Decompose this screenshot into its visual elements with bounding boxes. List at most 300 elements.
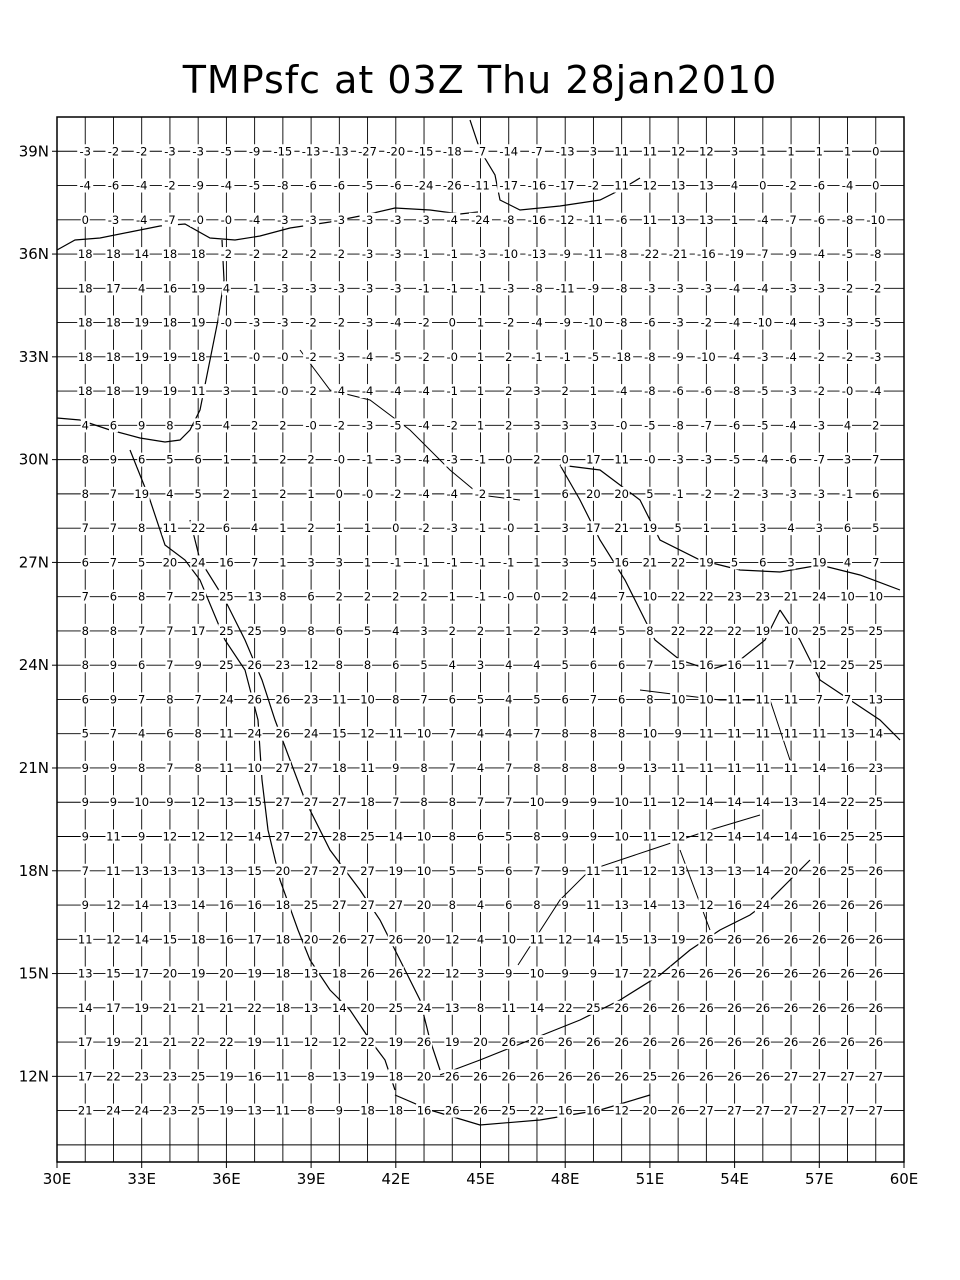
temperature-value: 3 <box>533 384 541 399</box>
temperature-value: -0 <box>277 349 289 364</box>
temperature-value: -4 <box>418 418 430 433</box>
temperature-value: 16 <box>614 555 629 570</box>
temperature-value: -21 <box>668 247 688 262</box>
temperature-value: 8 <box>646 623 654 638</box>
temperature-value: 13 <box>642 760 658 775</box>
temperature-value: -3 <box>757 486 769 501</box>
temperature-value: 13 <box>303 966 319 981</box>
temperature-value: 8 <box>279 589 287 604</box>
temperature-value: -1 <box>248 281 261 296</box>
temperature-value: 26 <box>614 1035 629 1050</box>
temperature-value: -6 <box>813 212 826 227</box>
coastline-levant <box>57 240 224 442</box>
temperature-value: -4 <box>333 384 346 399</box>
temperature-value: -3 <box>841 315 854 330</box>
temperature-value: 9 <box>109 452 118 467</box>
coastline-caspian <box>470 120 640 210</box>
temperature-value: 0 <box>561 452 569 467</box>
temperature-value: 12 <box>699 898 714 913</box>
temperature-value: 4 <box>476 932 485 947</box>
temperature-value: 9 <box>194 658 202 673</box>
temperature-value: -1 <box>418 247 430 262</box>
temperature-value: 5 <box>646 486 654 501</box>
temperature-value: 10 <box>416 726 432 741</box>
temperature-value: 25 <box>360 829 375 844</box>
temperature-value: 3 <box>533 418 541 433</box>
temperature-value: 22 <box>699 589 714 604</box>
temperature-value: 3 <box>476 966 485 981</box>
temperature-value: 3 <box>476 658 485 673</box>
temperature-value: 16 <box>219 898 234 913</box>
temperature-value: -1 <box>361 452 374 467</box>
temperature-value: 12 <box>360 726 375 741</box>
temperature-value: 1 <box>533 486 541 501</box>
temperature-value: -3 <box>446 452 459 467</box>
temperature-value: -4 <box>785 315 797 330</box>
temperature-value: -4 <box>79 178 91 193</box>
temperature-value: 4 <box>843 555 852 570</box>
temperature-value: 13 <box>134 863 150 878</box>
latitude-label: 27N <box>18 553 49 572</box>
temperature-value: -3 <box>333 281 346 296</box>
temperature-value: 3 <box>561 521 569 536</box>
temperature-value: 6 <box>194 452 202 467</box>
temperature-value: -3 <box>757 349 769 364</box>
temperature-value: 19 <box>134 349 150 364</box>
temperature-value: 26 <box>755 1035 771 1050</box>
temperature-value: 0 <box>533 589 541 604</box>
temperature-value: -0 <box>333 452 346 467</box>
temperature-value: 8 <box>166 692 174 707</box>
temperature-value: 5 <box>505 829 513 844</box>
temperature-value: 25 <box>868 658 884 673</box>
temperature-value: -2 <box>333 247 346 262</box>
temperature-value: 23 <box>727 589 742 604</box>
temperature-value: 3 <box>730 144 739 159</box>
temperature-value: 2 <box>476 623 485 638</box>
temperature-value: 27 <box>303 829 319 844</box>
temperature-value: -4 <box>135 178 148 193</box>
temperature-value: -3 <box>192 144 204 159</box>
temperature-value: 26 <box>501 1069 517 1084</box>
temperature-value: 7 <box>138 692 146 707</box>
temperature-value: 1 <box>533 555 541 570</box>
temperature-value: 7 <box>476 795 485 810</box>
temperature-value: -6 <box>333 178 346 193</box>
temperature-value: -5 <box>757 384 769 399</box>
temperature-value: 10 <box>134 795 150 810</box>
temperature-value: 10 <box>783 623 799 638</box>
temperature-value: 23 <box>275 658 291 673</box>
temperature-value: 2 <box>561 589 569 604</box>
temperature-value: -4 <box>446 212 459 227</box>
temperature-value: 20 <box>275 863 291 878</box>
temperature-value: 11 <box>275 1103 291 1118</box>
temperature-value: -3 <box>785 281 797 296</box>
temperature-values <box>77 144 887 1117</box>
temperature-value: -1 <box>474 589 487 604</box>
temperature-value: 5 <box>561 658 569 673</box>
temperature-value: 28 <box>332 829 347 844</box>
temperature-value: 9 <box>109 692 118 707</box>
temperature-value: -27 <box>358 144 377 159</box>
temperature-value: 19 <box>642 521 658 536</box>
temperature-value: 12 <box>642 863 658 878</box>
temperature-value: -3 <box>361 418 374 433</box>
temperature-value: 6 <box>335 623 343 638</box>
temperature-value: 14 <box>727 829 742 844</box>
temperature-value: -16 <box>527 212 547 227</box>
temperature-value: 26 <box>247 692 262 707</box>
temperature-value: 12 <box>670 829 686 844</box>
temperature-value: 16 <box>219 932 234 947</box>
temperature-value: 8 <box>81 452 89 467</box>
temperature-value: 14 <box>190 898 206 913</box>
longitude-label: 45E <box>466 1170 495 1188</box>
temperature-value: 16 <box>557 1103 573 1118</box>
temperature-value: -8 <box>644 384 656 399</box>
temperature-value: 7 <box>166 760 174 775</box>
temperature-value: 22 <box>190 521 206 536</box>
temperature-value: 3 <box>307 555 315 570</box>
temperature-value: -4 <box>785 418 797 433</box>
latitude-label: 18N <box>18 861 49 880</box>
temperature-value: -9 <box>248 144 261 159</box>
temperature-value: -5 <box>361 178 374 193</box>
temperature-value: 11 <box>219 760 234 775</box>
temperature-value: -2 <box>728 486 741 501</box>
temperature-value: 26 <box>699 932 714 947</box>
temperature-value: -0 <box>248 349 261 364</box>
temperature-value: 6 <box>759 555 767 570</box>
temperature-value: -3 <box>418 212 430 227</box>
temperature-value: -1 <box>446 555 459 570</box>
temperature-value: 7 <box>448 760 456 775</box>
temperature-value: -2 <box>870 281 882 296</box>
temperature-value: 13 <box>868 692 884 707</box>
temperature-value: 25 <box>840 863 855 878</box>
temperature-value: 8 <box>81 623 89 638</box>
temperature-value: 9 <box>81 829 89 844</box>
temperature-value: -22 <box>640 247 660 262</box>
temperature-value: 11 <box>642 212 658 227</box>
temperature-value: 25 <box>840 623 855 638</box>
temperature-value: 19 <box>134 1000 150 1015</box>
temperature-value: 13 <box>614 898 629 913</box>
temperature-value: 26 <box>868 1035 884 1050</box>
temperature-value: 8 <box>307 1103 315 1118</box>
latitude-label: 33N <box>18 347 49 366</box>
temperature-value: -11 <box>471 178 490 193</box>
temperature-value: 10 <box>416 829 432 844</box>
temperature-value: 7 <box>589 692 598 707</box>
temperature-value: 25 <box>190 1103 206 1118</box>
temperature-value: -4 <box>841 178 854 193</box>
temperature-value: -5 <box>841 247 854 262</box>
temperature-value: 27 <box>332 898 347 913</box>
temperature-value: 26 <box>868 1000 884 1015</box>
temperature-value: 26 <box>755 1000 771 1015</box>
temperature-value: 9 <box>81 760 89 775</box>
temperature-value: 23 <box>162 1103 178 1118</box>
temperature-value: -0 <box>446 349 459 364</box>
temperature-value: 6 <box>561 486 569 501</box>
temperature-value: 4 <box>730 178 739 193</box>
temperature-value: 11 <box>529 932 545 947</box>
temperature-value: 12 <box>699 144 714 159</box>
temperature-value: 12 <box>219 829 234 844</box>
temperature-value: -2 <box>305 384 317 399</box>
temperature-value: 26 <box>416 1035 432 1050</box>
temperature-value: 26 <box>727 1035 742 1050</box>
temperature-value: 10 <box>360 692 375 707</box>
temperature-value: 6 <box>448 692 456 707</box>
temperature-value: -2 <box>813 349 826 364</box>
temperature-value: 25 <box>388 1000 404 1015</box>
temperature-value: -7 <box>813 452 826 467</box>
temperature-value: -6 <box>813 178 826 193</box>
temperature-value: 10 <box>247 760 262 775</box>
temperature-value: 3 <box>222 384 231 399</box>
temperature-value: 1 <box>759 144 767 159</box>
temperature-value: 26 <box>670 1103 686 1118</box>
temperature-value: 1 <box>730 212 739 227</box>
temperature-value: -13 <box>555 144 575 159</box>
temperature-value: 7 <box>505 795 513 810</box>
temperature-value: 0 <box>335 486 343 501</box>
temperature-value: 4 <box>476 760 485 775</box>
temperature-value: 9 <box>109 760 118 775</box>
temperature-value: -9 <box>672 349 684 364</box>
temperature-value: 14 <box>134 898 150 913</box>
temperature-value: 5 <box>618 623 626 638</box>
temperature-value: 1 <box>250 384 259 399</box>
temperature-value: 9 <box>589 966 598 981</box>
temperature-value: -5 <box>390 418 402 433</box>
temperature-value: -1 <box>390 555 402 570</box>
temperature-value: -3 <box>361 212 374 227</box>
temperature-value: 22 <box>416 966 432 981</box>
temperature-value: -24 <box>414 178 434 193</box>
temperature-value: -0 <box>615 418 628 433</box>
temperature-value: 11 <box>332 692 347 707</box>
temperature-value: 5 <box>194 486 202 501</box>
temperature-value: 14 <box>755 829 771 844</box>
temperature-value: 19 <box>699 555 714 570</box>
temperature-value: 25 <box>303 898 319 913</box>
temperature-value: 25 <box>190 1069 206 1084</box>
temperature-value: 9 <box>109 795 118 810</box>
temperature-value: 17 <box>586 521 601 536</box>
temperature-value: 1 <box>476 315 485 330</box>
temperature-value: -18 <box>442 144 462 159</box>
temperature-value: 13 <box>332 1069 347 1084</box>
temperature-value: 7 <box>109 521 118 536</box>
temperature-value: 12 <box>444 932 460 947</box>
temperature-value: 11 <box>670 760 686 775</box>
temperature-value: 16 <box>811 829 827 844</box>
temperature-value: 18 <box>77 281 93 296</box>
temperature-value: 3 <box>759 521 767 536</box>
temperature-value: 8 <box>335 658 343 673</box>
temperature-value: -4 <box>418 452 430 467</box>
temperature-value: 15 <box>247 795 262 810</box>
temperature-value: 3 <box>589 144 598 159</box>
temperature-value: 14 <box>755 863 771 878</box>
temperature-value: 11 <box>727 760 742 775</box>
temperature-value: 8 <box>533 898 541 913</box>
temperature-value: 25 <box>840 658 855 673</box>
temperature-value: 4 <box>589 623 598 638</box>
longitude-label: 48E <box>550 1170 580 1188</box>
temperature-value: 22 <box>360 1035 375 1050</box>
temperature-value: 3 <box>561 418 569 433</box>
longitude-label: 36E <box>212 1170 241 1188</box>
temperature-value: 10 <box>840 589 855 604</box>
temperature-value: 3 <box>815 521 823 536</box>
temperature-value: 26 <box>840 966 855 981</box>
temperature-value: -26 <box>442 178 462 193</box>
temperature-value: 23 <box>868 760 884 775</box>
temperature-value: 8 <box>476 1000 485 1015</box>
temperature-value: -4 <box>361 349 374 364</box>
temperature-value: 13 <box>247 589 262 604</box>
temperature-value: 24 <box>247 726 262 741</box>
temperature-value: 6 <box>222 521 231 536</box>
temperature-value: -6 <box>305 178 317 193</box>
temperature-value: 26 <box>473 1069 488 1084</box>
temperature-value: 4 <box>222 281 231 296</box>
temperature-value: -2 <box>418 315 430 330</box>
temperature-value: 10 <box>529 966 545 981</box>
temperature-value: -2 <box>248 247 261 262</box>
temperature-value: 6 <box>872 486 880 501</box>
temperature-value: 27 <box>332 863 347 878</box>
temperature-value: 12 <box>162 829 178 844</box>
temperature-value: 4 <box>589 589 598 604</box>
temperature-value: 8 <box>448 795 456 810</box>
temperature-value: 8 <box>81 486 89 501</box>
temperature-value: 12 <box>699 829 714 844</box>
temperature-value: 19 <box>247 966 262 981</box>
temperature-value: 19 <box>219 1069 234 1084</box>
temperature-value: 14 <box>699 795 714 810</box>
temperature-value: 27 <box>360 932 375 947</box>
temperature-value: 14 <box>247 829 262 844</box>
temperature-value: -3 <box>813 281 826 296</box>
temperature-value: 8 <box>194 760 202 775</box>
temperature-value: 21 <box>162 1000 178 1015</box>
temperature-value: -4 <box>361 384 374 399</box>
temperature-value: 21 <box>134 1035 150 1050</box>
temperature-value: 16 <box>416 1103 432 1118</box>
temperature-value: 26 <box>727 966 742 981</box>
temperature-value: 8 <box>646 692 654 707</box>
temperature-value: 3 <box>843 452 852 467</box>
temperature-value: 13 <box>247 1103 262 1118</box>
temperature-value: 3 <box>787 555 795 570</box>
temperature-value: -3 <box>390 281 402 296</box>
temperature-value: -0 <box>644 452 656 467</box>
temperature-value: -6 <box>785 452 797 467</box>
temperature-value: 14 <box>134 932 150 947</box>
temperature-value: 7 <box>194 692 202 707</box>
temperature-value: 20 <box>303 932 319 947</box>
temperature-value: 24 <box>134 1103 150 1118</box>
temperature-value: 1 <box>787 144 795 159</box>
temperature-value: 1 <box>250 452 259 467</box>
temperature-value: -7 <box>785 212 797 227</box>
longitude-label: 51E <box>635 1170 665 1188</box>
temperature-value: 9 <box>561 863 569 878</box>
temperature-value: -3 <box>79 144 91 159</box>
temperature-value: 8 <box>392 692 400 707</box>
temperature-value: 23 <box>162 1069 178 1084</box>
temperature-value: 11 <box>219 726 234 741</box>
temperature-value: 26 <box>783 1035 799 1050</box>
temperature-value: 11 <box>755 760 771 775</box>
temperature-value: 14 <box>755 795 771 810</box>
temperature-value: 7 <box>81 521 89 536</box>
temperature-value: 27 <box>783 1103 799 1118</box>
temperature-value: 22 <box>670 555 686 570</box>
temperature-value: -6 <box>615 212 628 227</box>
temperature-value: -13 <box>527 247 547 262</box>
temperature-value: -0 <box>277 384 289 399</box>
temperature-value: 26 <box>670 1069 686 1084</box>
temperature-value: 25 <box>642 1069 658 1084</box>
temperature-value: -2 <box>841 281 854 296</box>
temperature-value: 13 <box>783 795 799 810</box>
temperature-value: 6 <box>618 658 626 673</box>
longitude-label: 60E <box>889 1170 919 1188</box>
temperature-value: -15 <box>414 144 434 159</box>
temperature-value: 19 <box>190 966 206 981</box>
temperature-value: 26 <box>360 966 375 981</box>
temperature-value: -4 <box>390 384 402 399</box>
temperature-value: 26 <box>755 932 771 947</box>
temperature-value: 18 <box>190 932 206 947</box>
temperature-value: 26 <box>840 898 855 913</box>
temperature-value: 18 <box>388 1069 404 1084</box>
temperature-value: 2 <box>222 486 231 501</box>
temperature-value: 27 <box>303 795 319 810</box>
temperature-value: -8 <box>672 418 684 433</box>
temperature-value: 17 <box>77 1069 93 1084</box>
temperature-value: 8 <box>448 829 456 844</box>
temperature-value: 26 <box>275 726 291 741</box>
temperature-value: -6 <box>644 315 656 330</box>
temperature-value: 3 <box>561 623 569 638</box>
temperature-value: 10 <box>529 795 545 810</box>
temperature-value: 14 <box>811 760 827 775</box>
temperature-value: 1 <box>335 521 343 536</box>
temperature-value: 18 <box>106 315 121 330</box>
temperature-value: 26 <box>868 966 884 981</box>
temperature-value: 16 <box>727 658 742 673</box>
temperature-value: 19 <box>162 384 178 399</box>
temperature-value: 26 <box>557 1035 573 1050</box>
temperature-value: -0 <box>305 418 317 433</box>
temperature-value: -3 <box>502 281 515 296</box>
temperature-value: 18 <box>388 1103 404 1118</box>
temperature-value: -10 <box>584 315 603 330</box>
temperature-value: -5 <box>728 452 741 467</box>
temperature-value: 1 <box>702 521 711 536</box>
temperature-value: 27 <box>303 760 319 775</box>
temperature-value: 6 <box>109 589 118 604</box>
temperature-value: 2 <box>420 589 428 604</box>
